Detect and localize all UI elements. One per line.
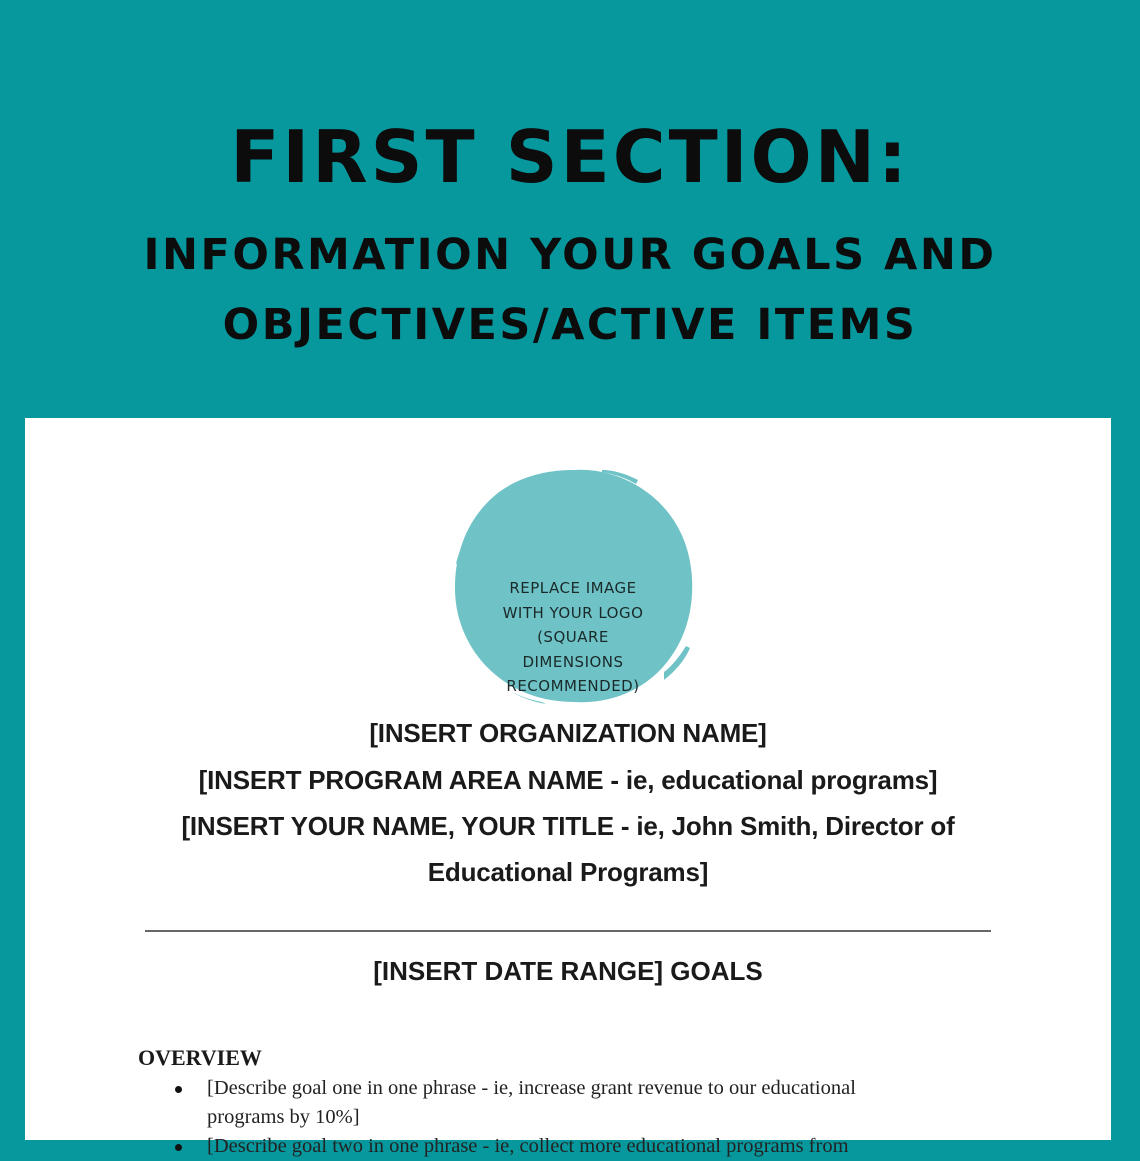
author-name-title-line-1: [INSERT YOUR NAME, YOUR TITLE - ie, John Smith, Director of xyxy=(181,811,955,841)
banner-subtitle-line-1: INFORMATION YOUR GOALS AND xyxy=(143,230,997,280)
logo-placeholder xyxy=(452,466,694,704)
logo-text-line-4: DIMENSIONS xyxy=(522,652,624,671)
goals-list xyxy=(175,1074,1015,1161)
banner-header xyxy=(0,0,1140,420)
program-area-name: [INSERT PROGRAM AREA NAME - ie, educational programs] xyxy=(198,765,938,795)
banner-title: FIRST SECTION: xyxy=(230,115,910,199)
banner-subtitle-line-2: OBJECTIVES/ACTIVE ITEMS xyxy=(222,300,918,350)
overview-label: OVERVIEW xyxy=(138,1045,262,1070)
section-divider xyxy=(145,930,991,932)
list-item xyxy=(175,1074,1015,1132)
document-page xyxy=(25,418,1111,1157)
bullet-text-line-1: [Describe goal one in one phrase - ie, increase grant revenue to our educational xyxy=(207,1077,856,1099)
logo-text-line-3: (SQUARE xyxy=(537,628,609,646)
goals-heading: [INSERT DATE RANGE] GOALS xyxy=(373,956,763,986)
bullet-text-line-2: programs by 10%] xyxy=(207,1106,360,1128)
bullet-icon xyxy=(175,1086,182,1093)
logo-placeholder-text xyxy=(452,576,694,699)
author-name-title-line-2: Educational Programs] xyxy=(427,857,709,887)
list-item xyxy=(175,1132,1015,1161)
organization-name: [INSERT ORGANIZATION NAME] xyxy=(369,718,767,748)
bullet-icon xyxy=(175,1144,182,1151)
logo-text-line-5: RECOMMENDED) xyxy=(506,677,640,695)
bullet-text-line-1: [Describe goal two in one phrase - ie, collect more educational programs from xyxy=(207,1135,849,1157)
logo-text-line-2: WITH YOUR LOGO xyxy=(502,603,644,622)
logo-text-line-1: REPLACE IMAGE xyxy=(509,579,637,597)
